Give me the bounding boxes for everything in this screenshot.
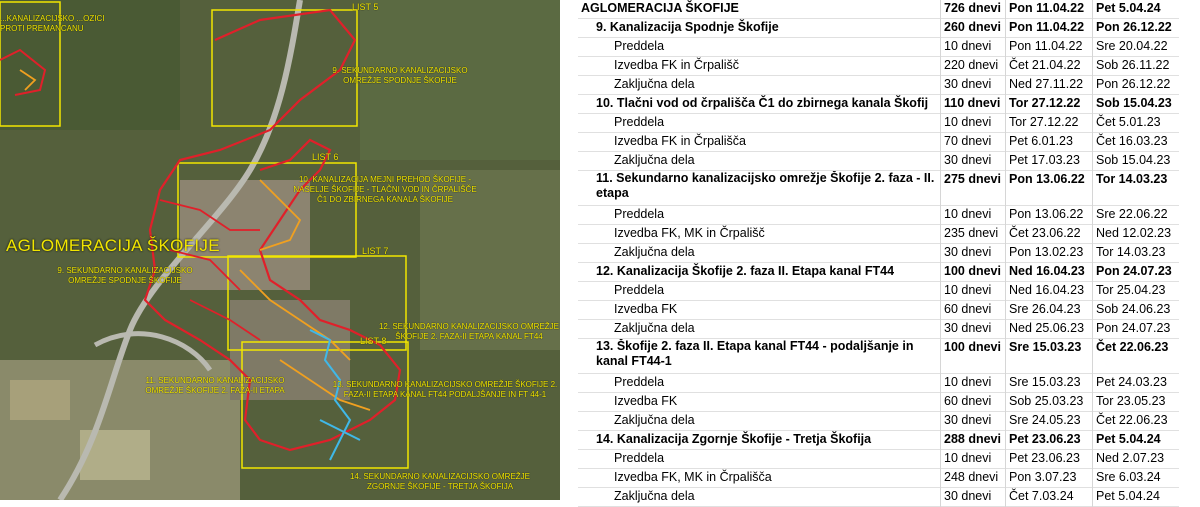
task-start: Pet 6.01.23 xyxy=(1006,133,1093,152)
schedule-row xyxy=(578,171,1179,206)
task-end: Sre 22.06.22 xyxy=(1093,206,1180,225)
task-end: Sob 15.04.23 xyxy=(1093,95,1180,114)
task-start: Pon 13.02.23 xyxy=(1006,244,1093,263)
task-start: Pon 13.06.22 xyxy=(1006,171,1093,206)
task-start: Pon 13.06.22 xyxy=(1006,206,1093,225)
task-duration: 70 dnevi xyxy=(941,133,1006,152)
task-name: Zaključna dela xyxy=(614,321,695,335)
task-duration: 30 dnevi xyxy=(941,244,1006,263)
task-name: AGLOMERACIJA ŠKOFIJE xyxy=(581,1,739,15)
task-end: Ned 2.07.23 xyxy=(1093,450,1180,469)
task-start: Pet 23.06.23 xyxy=(1006,450,1093,469)
map-title: AGLOMERACIJA ŠKOFIJE xyxy=(6,236,220,255)
task-start: Sre 26.04.23 xyxy=(1006,301,1093,320)
task-start: Pon 3.07.23 xyxy=(1006,469,1093,488)
schedule-row xyxy=(578,57,1179,76)
task-start: Pon 11.04.22 xyxy=(1006,19,1093,38)
task-duration: 60 dnevi xyxy=(941,301,1006,320)
task-name: Preddela xyxy=(614,375,665,389)
sheet-label-8: LIST 8 xyxy=(360,336,387,346)
task-duration: 235 dnevi xyxy=(941,225,1006,244)
map-label-spodnje-1: 9. SEKUNDARNO KANALIZACIJSKO OMREŽJE SPODNJE ŠKOFIJE xyxy=(332,66,468,85)
map-label-ft44-1: 13. SEKUNDARNO KANALIZACIJSKO OMREŽJE ŠKOFIJE 2. FAZA-II ETAPA KANAL FT44 PODALJŠANJE IN FT 44-1 xyxy=(332,380,558,399)
schedule-row xyxy=(578,76,1179,95)
schedule-row xyxy=(578,95,1179,114)
task-end: Tor 14.03.23 xyxy=(1093,171,1180,206)
task-name: 9. Kanalizacija Spodnje Škofije xyxy=(596,20,779,34)
task-name: 12. Kanalizacija Škofije 2. faza II. Etapa kanal FT44 xyxy=(596,264,895,278)
schedule-row xyxy=(578,320,1179,339)
task-duration: 10 dnevi xyxy=(941,450,1006,469)
task-duration: 30 dnevi xyxy=(941,412,1006,431)
schedule-row xyxy=(578,339,1179,374)
task-end: Sob 15.04.23 xyxy=(1093,152,1180,171)
task-duration: 30 dnevi xyxy=(941,152,1006,171)
task-end: Pet 5.04.24 xyxy=(1093,0,1180,19)
task-duration: 260 dnevi xyxy=(941,19,1006,38)
task-start: Sre 15.03.23 xyxy=(1006,374,1093,393)
task-duration: 275 dnevi xyxy=(941,171,1006,206)
schedule-row xyxy=(578,0,1179,19)
task-duration: 100 dnevi xyxy=(941,263,1006,282)
task-start: Sre 15.03.23 xyxy=(1006,339,1093,374)
schedule-row xyxy=(578,206,1179,225)
schedule-row xyxy=(578,374,1179,393)
aerial-map xyxy=(0,0,560,500)
task-name: Preddela xyxy=(614,115,665,129)
task-duration: 10 dnevi xyxy=(941,374,1006,393)
schedule-row xyxy=(578,393,1179,412)
task-start: Ned 16.04.23 xyxy=(1006,282,1093,301)
task-name: Preddela xyxy=(614,451,665,465)
task-start: Čet 7.03.24 xyxy=(1006,488,1093,507)
map-label-etapa: 11. SEKUNDARNO KANALIZACIJSKO OMREŽJE ŠKOFIJE 2. FAZA-II ETAPA xyxy=(145,376,285,395)
task-duration: 726 dnevi xyxy=(941,0,1006,19)
map-label-zgornje: 14. SEKUNDARNO KANALIZACIJSKO OMREŽJE ZGORNJE ŠKOFIJE - TRETJA ŠKOFIJA xyxy=(349,472,531,491)
task-end: Pet 5.04.24 xyxy=(1093,431,1180,450)
map-label-top-left: ...KANALIZACIJSKO ...OZICI PROTI PREMANCANU xyxy=(0,14,105,33)
sheet-label-5: LIST 5 xyxy=(352,2,379,12)
task-start: Tor 27.12.22 xyxy=(1006,114,1093,133)
task-end: Sob 24.06.23 xyxy=(1093,301,1180,320)
task-end: Čet 16.03.23 xyxy=(1093,133,1180,152)
schedule-row xyxy=(578,19,1179,38)
task-name: 14. Kanalizacija Zgornje Škofije - Tretja Škofija xyxy=(596,432,872,446)
task-name: Zaključna dela xyxy=(614,413,695,427)
task-name: Zaključna dela xyxy=(614,245,695,259)
schedule-row xyxy=(578,263,1179,282)
task-start: Čet 23.06.22 xyxy=(1006,225,1093,244)
task-end: Tor 14.03.23 xyxy=(1093,244,1180,263)
task-end: Tor 25.04.23 xyxy=(1093,282,1180,301)
schedule-table xyxy=(578,0,1179,507)
task-duration: 220 dnevi xyxy=(941,57,1006,76)
schedule-row xyxy=(578,301,1179,320)
task-start: Pon 11.04.22 xyxy=(1006,38,1093,57)
map-label-mejni-prehod: 10. KANALIZACIJA MEJNI PREHOD ŠKOFIJE - NASELJE ŠKOFIJE - TLAČNI VOD IN ČRPALIŠČE Č1 DO ZBIRNEGA KANALA ŠKOFIJE xyxy=(293,175,477,204)
task-duration: 110 dnevi xyxy=(941,95,1006,114)
task-end: Pon 26.12.22 xyxy=(1093,19,1180,38)
schedule-row xyxy=(578,469,1179,488)
task-end: Pet 5.04.24 xyxy=(1093,488,1180,507)
task-name: Zaključna dela xyxy=(614,77,695,91)
task-name: Izvedba FK xyxy=(614,394,678,408)
schedule-row xyxy=(578,38,1179,57)
task-name: 13. Škofije 2. faza II. Etapa kanal FT44 - podaljšanje in kanal FT44-1 xyxy=(596,339,914,368)
map-label-ft44: 12. SEKUNDARNO KANALIZACIJSKO OMREŽJE ŠKOFIJE 2. FAZA-II ETAPA KANAL FT44 xyxy=(378,322,560,341)
task-start: Ned 16.04.23 xyxy=(1006,263,1093,282)
task-name: Izvedba FK, MK in Črpališča xyxy=(614,470,772,484)
task-start: Čet 21.04.22 xyxy=(1006,57,1093,76)
task-name: Preddela xyxy=(614,39,665,53)
task-end: Čet 22.06.23 xyxy=(1093,339,1180,374)
task-duration: 60 dnevi xyxy=(941,393,1006,412)
task-end: Tor 23.05.23 xyxy=(1093,393,1180,412)
task-end: Čet 22.06.23 xyxy=(1093,412,1180,431)
task-name: Zaključna dela xyxy=(614,153,695,167)
task-duration: 30 dnevi xyxy=(941,320,1006,339)
task-duration: 10 dnevi xyxy=(941,206,1006,225)
task-name: Preddela xyxy=(614,283,665,297)
task-end: Pon 24.07.23 xyxy=(1093,320,1180,339)
task-end: Pet 24.03.23 xyxy=(1093,374,1180,393)
task-duration: 10 dnevi xyxy=(941,114,1006,133)
task-start: Pon 11.04.22 xyxy=(1006,0,1093,19)
task-name: Zaključna dela xyxy=(614,489,695,503)
schedule-row xyxy=(578,133,1179,152)
task-name: 11. Sekundarno kanalizacijsko omrežje Škofije 2. faza - II. etapa xyxy=(596,171,935,200)
task-duration: 288 dnevi xyxy=(941,431,1006,450)
sheet-label-7: LIST 7 xyxy=(362,246,389,256)
map-label-spodnje-2: 9. SEKUNDARNO KANALIZACIJSKO OMREŽJE SPODNJE ŠKOFIJE xyxy=(57,266,193,285)
task-duration: 30 dnevi xyxy=(941,76,1006,95)
task-start: Ned 25.06.23 xyxy=(1006,320,1093,339)
task-name: 10. Tlačni vod od črpališča Č1 do zbirnega kanala Škofij xyxy=(596,96,929,110)
task-duration: 10 dnevi xyxy=(941,38,1006,57)
schedule-row xyxy=(578,114,1179,133)
schedule-row xyxy=(578,152,1179,171)
task-end: Sob 26.11.22 xyxy=(1093,57,1180,76)
task-start: Tor 27.12.22 xyxy=(1006,95,1093,114)
task-start: Pet 17.03.23 xyxy=(1006,152,1093,171)
task-name: Izvedba FK in Črpališč xyxy=(614,58,740,72)
schedule-row xyxy=(578,282,1179,301)
schedule-row xyxy=(578,412,1179,431)
schedule-row xyxy=(578,450,1179,469)
project-schedule xyxy=(578,0,1200,503)
task-end: Čet 5.01.23 xyxy=(1093,114,1180,133)
task-end: Pon 26.12.22 xyxy=(1093,76,1180,95)
task-start: Ned 27.11.22 xyxy=(1006,76,1093,95)
task-name: Preddela xyxy=(614,207,665,221)
task-start: Pet 23.06.23 xyxy=(1006,431,1093,450)
task-duration: 30 dnevi xyxy=(941,488,1006,507)
task-end: Sre 6.03.24 xyxy=(1093,469,1180,488)
task-name: Izvedba FK in Črpališča xyxy=(614,134,747,148)
task-end: Ned 12.02.23 xyxy=(1093,225,1180,244)
schedule-row xyxy=(578,244,1179,263)
schedule-row xyxy=(578,488,1179,507)
task-duration: 248 dnevi xyxy=(941,469,1006,488)
task-start: Sob 25.03.23 xyxy=(1006,393,1093,412)
task-name: Izvedba FK, MK in Črpališč xyxy=(614,226,765,240)
schedule-row xyxy=(578,431,1179,450)
task-name: Izvedba FK xyxy=(614,302,678,316)
task-end: Pon 24.07.23 xyxy=(1093,263,1180,282)
task-duration: 10 dnevi xyxy=(941,282,1006,301)
task-end: Sre 20.04.22 xyxy=(1093,38,1180,57)
task-duration: 100 dnevi xyxy=(941,339,1006,374)
task-start: Sre 24.05.23 xyxy=(1006,412,1093,431)
sheet-label-6: LIST 6 xyxy=(312,152,339,162)
schedule-row xyxy=(578,225,1179,244)
